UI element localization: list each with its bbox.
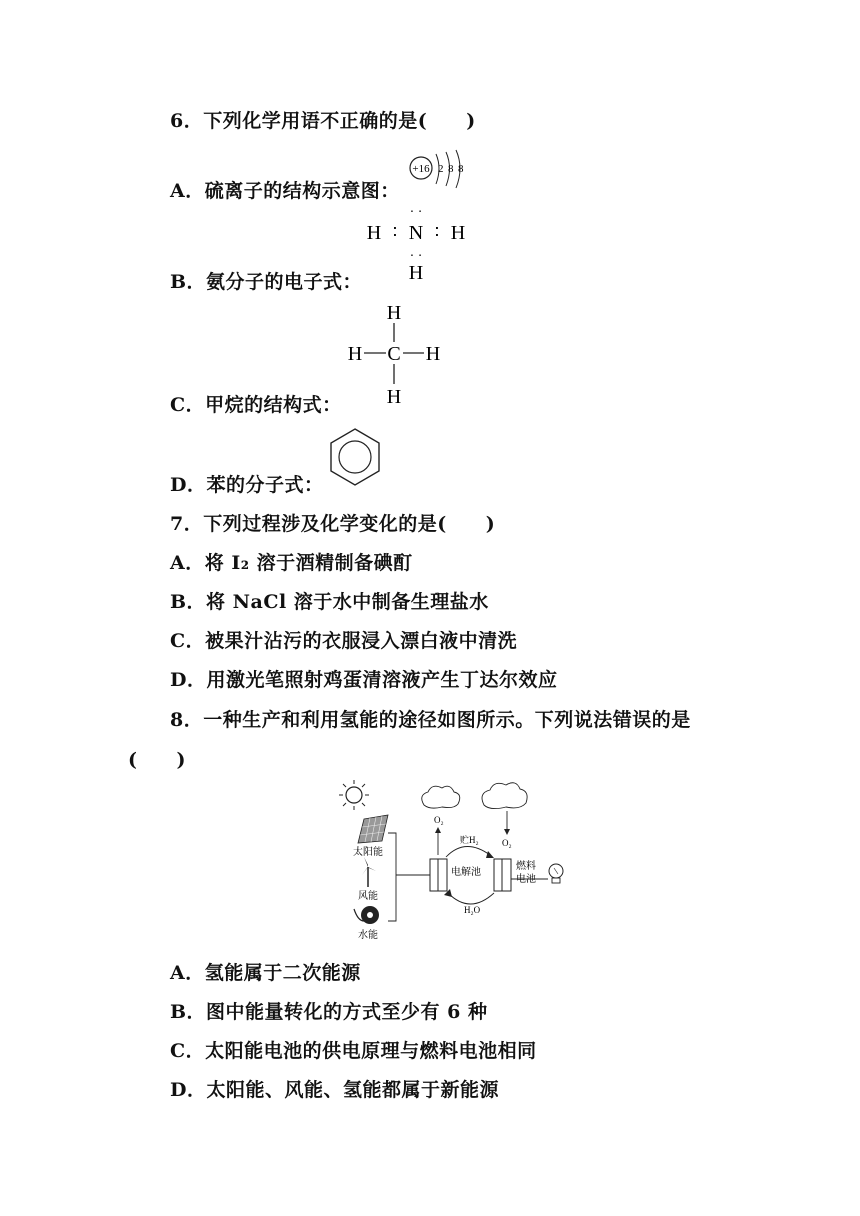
shared-pair-right: ∶ [434,222,440,242]
q8-stem: 8．一种生产和利用氢能的途径如图所示。下列说法错误的是 [170,709,691,731]
label-h2o: H₂O [464,905,481,915]
label-solar: 太阳能 [353,847,383,858]
q8-option-d: D．太阳能、风能、氢能都属于新能源 [170,1079,499,1101]
q7-option-d: D．用激光笔照射鸡蛋清溶液产生丁达尔效应 [170,669,558,691]
q6-option-d: D．苯的分子式： [170,474,324,496]
shell-3-count: 8 [458,163,464,175]
q8-option-b: B．图中能量转化的方式至少有 6 种 [170,1001,488,1023]
atom-c: C [387,343,401,365]
q7-option-b: B．将 NaCl 溶于水中制备生理盐水 [170,591,489,613]
q6-stem: 6．下列化学用语不正确的是( ) [170,110,476,132]
q7-option-a: A．将 I₂ 溶于酒精制备碘酊 [170,552,413,574]
solar-panel-icon [358,815,388,843]
top-lone-pair: · · [409,205,423,220]
light-bulb-icon [549,864,563,883]
q7-option-c: C．被果汁沾污的衣服浸入漂白液中清洗 [170,630,518,652]
label-wind: 风能 [358,891,378,902]
atom-h-left: H [366,222,382,244]
q6-option-b: B．氨分子的电子式： [170,271,363,293]
water-wheel-icon [354,906,379,924]
nucleus-charge: +16 [412,163,430,175]
q8-option-c: C．太阳能电池的供电原理与燃料电池相同 [170,1040,537,1062]
bottom-shared-pair: · · [409,249,423,264]
benzene-ring [325,426,385,488]
atom-h-bottom: H [408,262,424,284]
label-fuel-cell-1: 燃料 [516,861,536,872]
atom-h-left: H [347,343,363,365]
methane-structural-formula [340,298,450,410]
q7-stem: 7．下列过程涉及化学变化的是( ) [170,513,496,535]
q6-option-a: A．硫离子的结构示意图： [170,180,400,202]
atom-h-right: H [450,222,466,244]
label-electrolysis: 电解池 [451,867,481,878]
label-water: 水能 [358,930,378,941]
label-fuel-cell-2: 电池 [516,874,536,885]
atom-n: N [408,222,424,244]
sun-icon [339,780,369,810]
shared-pair-left: ∶ [392,222,398,242]
shell-1-count: 2 [438,163,444,175]
q6-option-c: C．甲烷的结构式： [170,394,342,416]
label-o2-right: O₂ [502,838,512,848]
label-store-h2: 贮H₂ [460,835,479,845]
q8-option-a: A．氢能属于二次能源 [170,962,361,984]
wind-turbine-icon [362,857,376,887]
atom-h-right: H [425,343,441,365]
q8-answer-paren: ( ) [128,749,186,771]
atom-h-bottom: H [386,386,402,408]
sulfide-ion-structure-diagram [405,148,475,190]
hydrogen-energy-pathway-diagram [330,775,580,943]
shell-2-count: 8 [448,163,454,175]
ammonia-electron-formula [360,200,480,285]
label-o2-left: O₂ [434,815,444,825]
atom-h-top: H [386,302,402,324]
